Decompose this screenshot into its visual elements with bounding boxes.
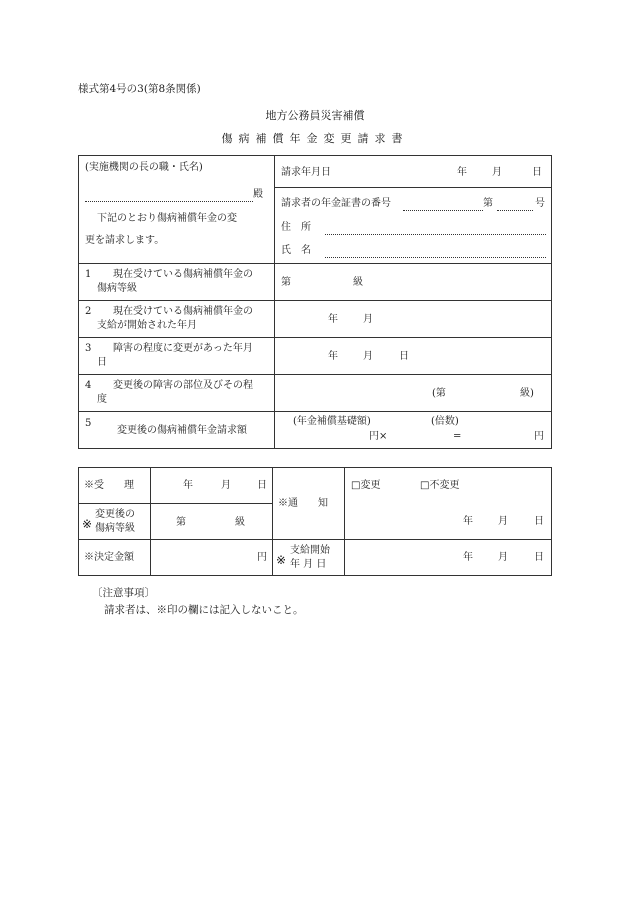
office-use-table — [78, 467, 552, 576]
request-text-line1: 下記のとおり傷病補償年金の変 — [97, 213, 237, 224]
item3-number: 3 — [85, 343, 92, 354]
start-label-b: 年 月 日 — [290, 559, 327, 570]
item5-base-label: (年金補償基礎額) — [293, 416, 371, 427]
item5-yen: 円 — [534, 431, 544, 442]
form-number: 様式第4号の3(第8条関係) — [78, 83, 201, 95]
cert-dai: 第 — [483, 198, 493, 209]
honorific: 殿 — [253, 189, 263, 200]
item5-number: 5 — [85, 418, 92, 429]
amount-label: ※決定金額 — [84, 552, 134, 563]
address-label: 住 所 — [281, 222, 311, 233]
item4-value-cell[interactable] — [275, 375, 552, 412]
amount-label-cell — [79, 540, 151, 576]
receipt-month: 月 — [221, 480, 231, 491]
item1-dai: 第 — [281, 277, 291, 288]
receipt-date-cell — [151, 468, 273, 504]
item4-kyu: 級) — [520, 388, 534, 399]
addressee-label: (実施機関の長の職・氏名) — [85, 162, 203, 173]
addressee-cell[interactable] — [79, 156, 275, 264]
item5-equals: = — [453, 431, 462, 442]
notes-heading: 〔注意事項〕 — [92, 587, 155, 599]
addressee-line — [85, 201, 253, 202]
address-line[interactable] — [325, 234, 546, 235]
item2-year: 年 — [328, 314, 338, 325]
item3-label-cell — [79, 338, 275, 375]
item2-label-a: 現在受けている傷病補償年金の — [113, 306, 253, 317]
agency-name: 地方公務員災害補償 — [265, 109, 365, 122]
item1-value-cell[interactable] — [275, 264, 552, 301]
receipt-year: 年 — [183, 480, 193, 491]
grade-value-cell — [151, 504, 273, 540]
form-title: 傷病補償年金変更請求書 — [221, 132, 409, 145]
item5-multiplier-label: (倍数) — [431, 416, 459, 427]
cert-seq-line[interactable] — [497, 210, 533, 211]
grade-label-b: 傷病等級 — [95, 523, 135, 534]
cert-go: 号 — [535, 198, 545, 209]
item2-label-cell — [79, 301, 275, 338]
item3-month: 月 — [363, 351, 373, 362]
date-year[interactable]: 年 — [457, 167, 467, 178]
date-day[interactable]: 日 — [532, 167, 542, 178]
start-day: 日 — [534, 552, 544, 563]
grade-label-a: 変更後の — [95, 509, 135, 520]
item1-label-b: 傷病等級 — [97, 283, 137, 294]
name-label: 氏 名 — [281, 245, 311, 256]
item1-label-cell — [79, 264, 275, 301]
item5-label: 変更後の傷病補償年金請求額 — [117, 425, 247, 436]
notice-month: 月 — [498, 516, 508, 527]
item5-value-cell[interactable] — [275, 412, 552, 449]
item1-kyu: 級 — [353, 277, 363, 288]
item2-number: 2 — [85, 306, 92, 317]
grade-asterisk: ※ — [82, 517, 93, 531]
item3-day: 日 — [399, 351, 409, 362]
claimant-cell — [275, 156, 552, 264]
amount-yen: 円 — [257, 552, 267, 563]
start-value-cell — [345, 540, 552, 576]
date-month[interactable]: 月 — [492, 167, 502, 178]
item2-value-cell[interactable] — [275, 301, 552, 338]
notice-label: ※通 知 — [278, 498, 328, 509]
item1-number: 1 — [85, 269, 92, 280]
item3-year: 年 — [328, 351, 338, 362]
item3-label-a: 障害の程度に変更があった年月 — [113, 343, 253, 354]
receipt-label-cell — [79, 468, 151, 504]
item5-label-cell — [79, 412, 275, 449]
cert-number-line[interactable] — [403, 210, 483, 211]
receipt-day: 日 — [257, 480, 267, 491]
item1-label-a: 現在受けている傷病補償年金の — [113, 269, 253, 280]
cert-number-label: 請求者の年金証書の番号 — [281, 198, 391, 209]
start-asterisk: ※ — [276, 553, 287, 567]
notice-day: 日 — [534, 516, 544, 527]
notice-value-cell — [345, 468, 552, 540]
start-month: 月 — [498, 552, 508, 563]
request-text-line2: 更を請求します。 — [85, 235, 165, 246]
name-line[interactable] — [325, 257, 546, 258]
start-year: 年 — [463, 552, 473, 563]
item4-number: 4 — [85, 380, 92, 391]
main-form-table — [78, 155, 552, 449]
item2-month: 月 — [363, 314, 373, 325]
item2-label-b: 支給が開始された年月 — [97, 320, 197, 331]
receipt-label: ※受 理 — [84, 480, 134, 491]
date-label: 請求年月日 — [281, 167, 331, 178]
item4-label-b: 度 — [97, 394, 107, 405]
grade-label-cell — [79, 504, 151, 540]
claimant-divider — [275, 187, 551, 188]
grade-kyu: 級 — [235, 517, 245, 528]
item3-label-b: 日 — [97, 357, 107, 368]
notice-year: 年 — [463, 516, 473, 527]
start-label-a: 支給開始 — [290, 545, 330, 556]
item3-value-cell[interactable] — [275, 338, 552, 375]
notice-label-cell — [273, 468, 345, 540]
option-no-change: □不変更 — [420, 480, 460, 491]
item5-yen-times: 円× — [369, 431, 388, 442]
amount-value-cell — [151, 540, 273, 576]
start-label-cell — [273, 540, 345, 576]
option-change: □変更 — [351, 480, 381, 491]
item4-label-a: 変更後の障害の部位及びその程 — [113, 380, 253, 391]
grade-dai: 第 — [176, 517, 186, 528]
notes-body: 請求者は、※印の欄には記入しないこと。 — [104, 604, 304, 616]
item4-label-cell — [79, 375, 275, 412]
item4-dai: (第 — [432, 388, 446, 399]
